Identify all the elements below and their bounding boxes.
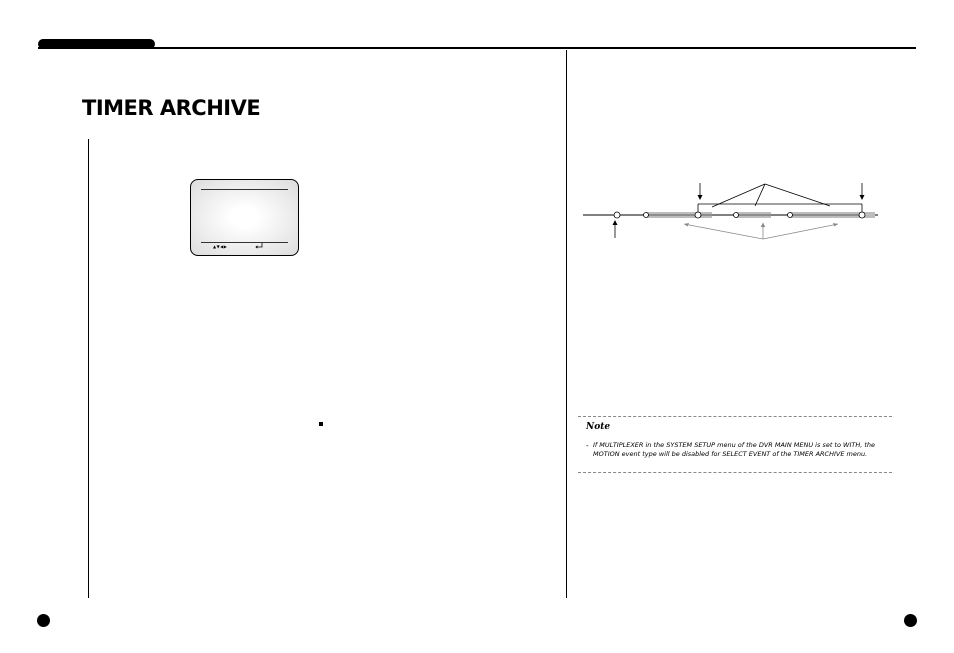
monitor-bottom-line [201,242,288,243]
monitor-screen-illustration [190,179,299,256]
event-marker-2 [695,212,701,218]
timer-archive-timeline-diagram [580,175,880,245]
event-marker-4 [788,213,793,218]
bullet-square [319,422,323,426]
note-title: Note [586,422,611,432]
note-text: If MULTIPLEXER in the SYSTEM SETUP menu of the DVR MAIN MENU is set to WITH, the MOTION event type will be disabled for SELECT EVENT of the TIMER ARCHIVE menu. [593,441,876,458]
event-marker-5 [859,212,865,218]
event-marker-1 [644,213,649,218]
page-title: TIMER ARCHIVE [82,96,261,120]
note-box [578,416,892,473]
column-divider [566,50,567,598]
page-marker-right [904,614,917,627]
header-rule [38,47,916,49]
note-bullet: - [586,442,589,450]
enter-key-icon [255,243,263,249]
event-marker-start [614,212,620,218]
event-marker-3 [734,213,739,218]
left-margin-rule [88,139,89,598]
monitor-nav-arrows-icon: ▲▼◀▶ [213,244,228,249]
page-marker-left [37,614,50,627]
monitor-top-line [201,189,288,190]
